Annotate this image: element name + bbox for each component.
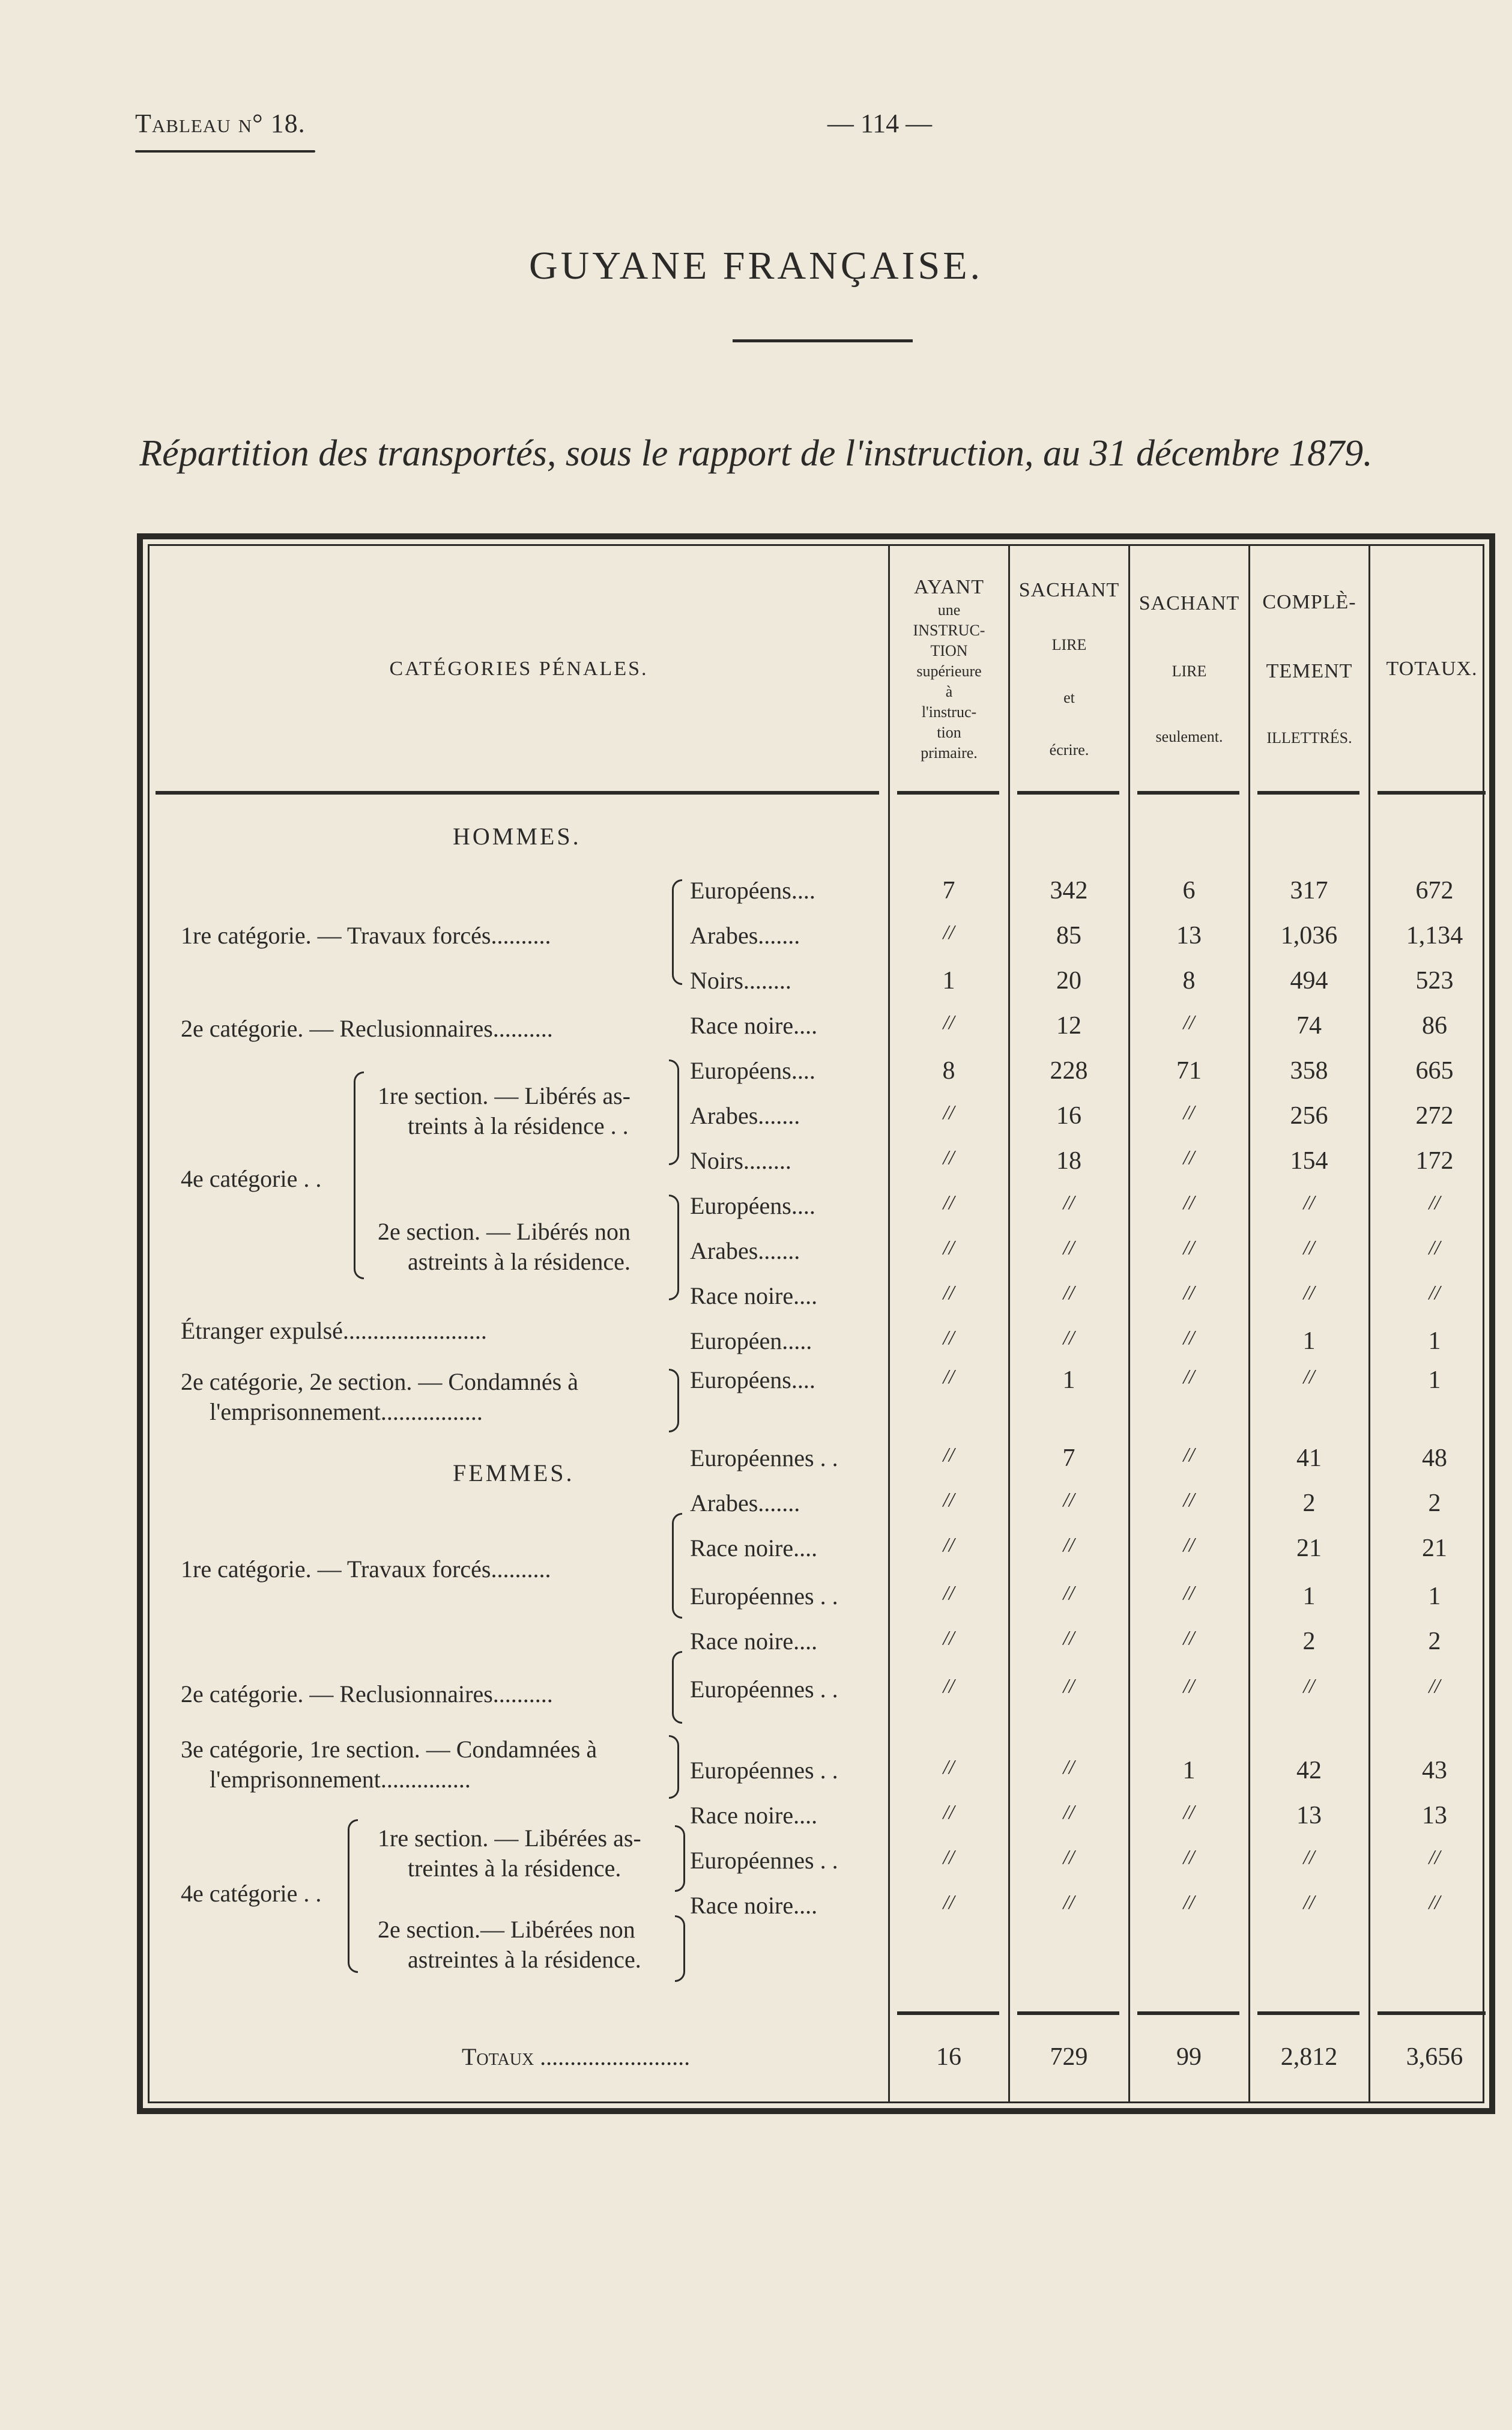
page-title: GUYANE FRANÇAISE. — [528, 244, 984, 288]
race-label: Race noire.... — [690, 1012, 818, 1039]
table-cell: 1 — [1428, 1366, 1441, 1394]
table-cell: // — [1183, 1534, 1195, 1556]
label-hommes-etranger: Étranger expulsé........................ — [181, 1317, 487, 1344]
table-cell: 85 — [1056, 922, 1081, 950]
brace — [675, 1915, 685, 1982]
table-cell: // — [1063, 1282, 1075, 1304]
race-label: Race noire.... — [690, 1802, 818, 1829]
header-rule — [1017, 791, 1119, 795]
total-cell: 16 — [936, 2043, 961, 2071]
label-femmes-cat1: 1re catégorie. — Travaux forcés.......... — [181, 1556, 551, 1583]
label-femmes-cat2: 2e catégorie. — Reclusionnaires.......... — [181, 1680, 553, 1707]
table-cell: 1 — [942, 967, 955, 995]
race-label: Européennes . . — [690, 1444, 838, 1471]
table-cell: // — [1429, 1237, 1441, 1259]
table-cell: // — [943, 1282, 955, 1304]
page-subtitle: Répartition des transportés, sous le rapport de l'instruction, au 31 décembre 1879. — [139, 433, 1373, 474]
page-header — [135, 108, 1512, 144]
table-cell: // — [1063, 1846, 1075, 1868]
table-cell: // — [1063, 1756, 1075, 1778]
race-label: Européens.... — [690, 1366, 815, 1393]
table-cell: 71 — [1176, 1057, 1202, 1085]
table-cell: 21 — [1296, 1535, 1322, 1562]
table-number: Tableau n° 18. — [135, 109, 306, 138]
race-label: Arabes....... — [690, 1489, 800, 1516]
label-hommes-cat1: 1re catégorie. — Travaux forcés.......... — [181, 922, 551, 949]
label-femmes-sec1-line2: treintes à la résidence. — [408, 1855, 621, 1882]
table-cell: 1 — [1062, 1366, 1075, 1394]
race-label: Race noire.... — [690, 1892, 818, 1919]
label-totaux: Totaux ......................... — [462, 2043, 691, 2070]
table-cell: // — [1303, 1891, 1315, 1913]
header-col-3 — [1130, 546, 1248, 792]
table-cell: 41 — [1296, 1444, 1322, 1472]
table-cell: // — [1183, 1891, 1195, 1913]
totals-rule — [897, 2011, 999, 2015]
section-title-femmes: FEMMES. — [453, 1459, 575, 1486]
header-col-1-line: supérieure — [916, 662, 982, 680]
table-cell: // — [1183, 1011, 1195, 1034]
table-cell: 665 — [1415, 1057, 1454, 1085]
table-cell: // — [1063, 1534, 1075, 1556]
header-col-1-line: à — [945, 683, 953, 700]
table-cell: 16 — [1056, 1102, 1081, 1130]
table-cell: // — [943, 921, 955, 944]
table-cell: // — [1183, 1582, 1195, 1604]
race-label: Européens.... — [690, 1192, 815, 1219]
total-cell: 2,812 — [1280, 2043, 1338, 2071]
total-cell: 99 — [1176, 2043, 1202, 2071]
table-cell: 48 — [1422, 1444, 1447, 1472]
header-col-1-line: primaire. — [921, 744, 978, 762]
table-cell: // — [943, 1327, 955, 1349]
table-cell: 1 — [1302, 1583, 1316, 1610]
table-cell: // — [1183, 1327, 1195, 1349]
page-number: — 114 — — [827, 109, 933, 138]
table-cell: // — [1063, 1627, 1075, 1649]
header-col-4-line: TEMENT — [1266, 660, 1353, 682]
race-label: Européennes . . — [690, 1583, 838, 1610]
table-cell: // — [943, 1675, 955, 1697]
header-col-2-line: SACHANT — [1018, 579, 1120, 602]
total-cell: 3,656 — [1406, 2043, 1463, 2071]
brace — [675, 1825, 685, 1892]
table-cell: 43 — [1422, 1757, 1447, 1784]
totals-rule — [1257, 2011, 1359, 2015]
header-col-3-line: seulement. — [1155, 728, 1223, 745]
brace — [669, 1195, 679, 1300]
table-cell: 20 — [1056, 967, 1081, 995]
table-cell: 86 — [1422, 1012, 1447, 1040]
table-cell: // — [943, 1846, 955, 1868]
table-cell: // — [943, 1627, 955, 1649]
table-cell: 228 — [1050, 1057, 1088, 1085]
table-cell: 21 — [1422, 1535, 1447, 1562]
label-hommes-sec2-line2: astreints à la résidence. — [408, 1248, 631, 1275]
race-label: Européens.... — [690, 877, 815, 904]
brace — [348, 1819, 358, 1973]
table-cell: // — [1303, 1282, 1315, 1304]
table-cell: 2 — [1302, 1489, 1316, 1517]
race-label: Noirs........ — [690, 967, 791, 994]
table-cell: // — [1303, 1846, 1315, 1868]
table-cell: 172 — [1415, 1147, 1454, 1175]
label-hommes-sec2-line1: 2e section. — Libérés non — [378, 1218, 631, 1245]
table-cell: // — [943, 1101, 955, 1124]
table-cell: 6 — [1182, 877, 1196, 904]
table-cell: // — [1183, 1101, 1195, 1124]
label-hommes-cond-line2: l'emprisonnement................. — [210, 1398, 483, 1425]
header-col-1-line: AYANT — [913, 576, 985, 598]
table-cell: // — [1063, 1675, 1075, 1697]
header-col-5-label: TOTAUX. — [1386, 658, 1478, 680]
brace — [672, 1513, 682, 1619]
table-cell: // — [943, 1147, 955, 1169]
race-label: Race noire.... — [690, 1628, 818, 1655]
race-label: Noirs........ — [690, 1147, 791, 1174]
table-cell: // — [1183, 1366, 1195, 1388]
table-cell: // — [1183, 1192, 1195, 1214]
header-col-3-line: SACHANT — [1139, 592, 1240, 614]
label-femmes-sec2-line2: astreintes à la résidence. — [408, 1946, 641, 1973]
header-rule — [1257, 791, 1359, 795]
label-hommes-sec1-line1: 1re section. — Libérés as- — [378, 1082, 631, 1109]
table-cell: 7 — [1062, 1444, 1075, 1472]
table-cell: // — [943, 1192, 955, 1214]
table-cell: 272 — [1415, 1102, 1454, 1130]
table-cell: 13 — [1422, 1802, 1447, 1829]
table-cell: 1,134 — [1406, 922, 1463, 950]
table-cell: 8 — [1182, 967, 1196, 995]
table-cell: // — [943, 1534, 955, 1556]
header-col-2-line: LIRE — [1051, 636, 1087, 654]
table-cell: // — [943, 1582, 955, 1604]
table-cell: // — [1183, 1846, 1195, 1868]
brace — [669, 1735, 679, 1799]
table-inner — [148, 544, 1484, 2103]
table-cell: // — [1063, 1582, 1075, 1604]
table-cell: 1 — [1302, 1327, 1316, 1355]
table-cell: // — [1183, 1147, 1195, 1169]
table-cell: 672 — [1415, 877, 1454, 904]
table-cell: // — [1183, 1627, 1195, 1649]
header-col-5 — [1370, 546, 1493, 792]
table-cell: // — [1429, 1192, 1441, 1214]
header-col-1 — [890, 546, 1008, 792]
brace — [354, 1071, 364, 1279]
brace — [669, 1059, 679, 1165]
header-col-1-line: une — [937, 601, 961, 619]
table-cell: // — [943, 1011, 955, 1034]
table-cell: // — [943, 1366, 955, 1388]
header-rule — [897, 791, 999, 795]
totals-rule — [1137, 2011, 1239, 2015]
table-cell: // — [1303, 1675, 1315, 1697]
table-cell: 42 — [1296, 1757, 1322, 1784]
table-cell: 2 — [1428, 1489, 1441, 1517]
table-cell: // — [1303, 1192, 1315, 1214]
label-hommes-cond-line1: 2e catégorie, 2e section. — Condamnés à — [181, 1368, 578, 1395]
section-title-hommes: HOMMES. — [453, 823, 581, 850]
header-col-1-line: tion — [937, 724, 961, 741]
header-rule — [1137, 791, 1239, 795]
total-cell: 729 — [1050, 2043, 1088, 2071]
race-label: Européennes . . — [690, 1676, 838, 1703]
table-cell: // — [1183, 1444, 1195, 1466]
race-label: Race noire.... — [690, 1282, 818, 1309]
table-cell: // — [1063, 1237, 1075, 1259]
table-cell: 7 — [942, 877, 955, 904]
table-cell: // — [943, 1891, 955, 1913]
race-label: Race noire.... — [690, 1535, 818, 1562]
race-label: Arabes....... — [690, 922, 800, 949]
table-cell: 1 — [1428, 1583, 1441, 1610]
table-cell: // — [943, 1801, 955, 1823]
table-cell: // — [1183, 1237, 1195, 1259]
table-cell: // — [1063, 1801, 1075, 1823]
label-hommes-cat4: 4e catégorie . . — [181, 1165, 322, 1192]
table-cell: 523 — [1415, 967, 1454, 995]
race-label: Européennes . . — [690, 1757, 838, 1784]
table-cell: // — [1303, 1237, 1315, 1259]
table-cell: 2 — [1302, 1628, 1316, 1655]
race-label: Européens.... — [690, 1057, 815, 1084]
table-cell: // — [943, 1489, 955, 1511]
table-cell: 1 — [1182, 1757, 1196, 1784]
table-cell: // — [1063, 1192, 1075, 1214]
label-hommes-cat2: 2e catégorie. — Reclusionnaires.......... — [181, 1015, 553, 1042]
header-col-2-line: et — [1063, 688, 1075, 706]
table-cell: // — [1429, 1891, 1441, 1913]
table-cell: 494 — [1290, 967, 1328, 995]
table-cell: 74 — [1296, 1012, 1322, 1040]
header-col-4 — [1250, 546, 1368, 792]
label-femmes-sec2-line1: 2e section.— Libérées non — [378, 1916, 635, 1943]
header-rule — [156, 791, 879, 795]
table-cell: // — [1183, 1801, 1195, 1823]
table-cell: // — [1063, 1489, 1075, 1511]
table-cell: 256 — [1290, 1102, 1328, 1130]
table-cell: 18 — [1056, 1147, 1081, 1175]
data-table — [137, 533, 1495, 2114]
brace — [672, 1651, 682, 1724]
race-label: Arabes....... — [690, 1237, 800, 1264]
table-cell: // — [1429, 1846, 1441, 1868]
header-col-4-line: ILLETTRÉS. — [1266, 729, 1352, 747]
table-cell: 13 — [1296, 1802, 1322, 1829]
table-cell: // — [943, 1444, 955, 1466]
table-cell: // — [1063, 1327, 1075, 1349]
table-cell: 8 — [942, 1057, 955, 1085]
race-label: Arabes....... — [690, 1102, 800, 1129]
table-cell: 154 — [1290, 1147, 1328, 1175]
header-col-1-line: INSTRUC- — [913, 622, 985, 639]
brace — [672, 879, 682, 985]
table-cell: 317 — [1290, 877, 1328, 904]
table-cell: // — [1183, 1282, 1195, 1304]
table-cell: // — [1429, 1282, 1441, 1304]
table-cell: 358 — [1290, 1057, 1328, 1085]
brace — [669, 1369, 679, 1432]
header-categories-label: CATÉGORIES PÉNALES. — [389, 658, 649, 680]
table-cell: 12 — [1056, 1012, 1081, 1040]
table-cell: // — [1183, 1489, 1195, 1511]
table-cell: // — [943, 1756, 955, 1778]
totals-rule — [1377, 2011, 1486, 2015]
header-col-2-line: écrire. — [1049, 741, 1089, 759]
title-divider — [733, 339, 913, 342]
header-rule — [1377, 791, 1486, 795]
label-femmes-cat3-line2: l'emprisonnement............... — [210, 1766, 471, 1793]
table-cell: 1,036 — [1280, 922, 1338, 950]
label-femmes-cat4: 4e catégorie . . — [181, 1880, 322, 1907]
table-cell: // — [1063, 1891, 1075, 1913]
header-col-3-line: LIRE — [1172, 662, 1207, 680]
table-cell: // — [1303, 1366, 1315, 1388]
header-categories — [150, 546, 888, 792]
header-col-2 — [1010, 546, 1128, 792]
table-cell: 1 — [1428, 1327, 1441, 1355]
race-label: Européen..... — [690, 1327, 812, 1354]
table-cell: 2 — [1428, 1628, 1441, 1655]
label-femmes-cat3-line1: 3e catégorie, 1re section. — Condamnées à — [181, 1736, 597, 1763]
table-cell: 13 — [1176, 922, 1202, 950]
table-cell: 342 — [1050, 877, 1088, 904]
header-col-1-line: TION — [930, 642, 968, 659]
race-label: Européennes . . — [690, 1847, 838, 1874]
table-cell: // — [1183, 1675, 1195, 1697]
label-femmes-sec1-line1: 1re section. — Libérées as- — [378, 1825, 641, 1852]
table-cell: // — [943, 1237, 955, 1259]
totals-rule — [1017, 2011, 1119, 2015]
header-col-1-line: l'instruc- — [921, 703, 977, 721]
table-cell: // — [1429, 1675, 1441, 1697]
table-number-underline — [135, 150, 315, 153]
label-hommes-sec1-line2: treints à la résidence . . — [408, 1112, 629, 1139]
header-col-4-line: COMPLÈ- — [1262, 591, 1356, 613]
